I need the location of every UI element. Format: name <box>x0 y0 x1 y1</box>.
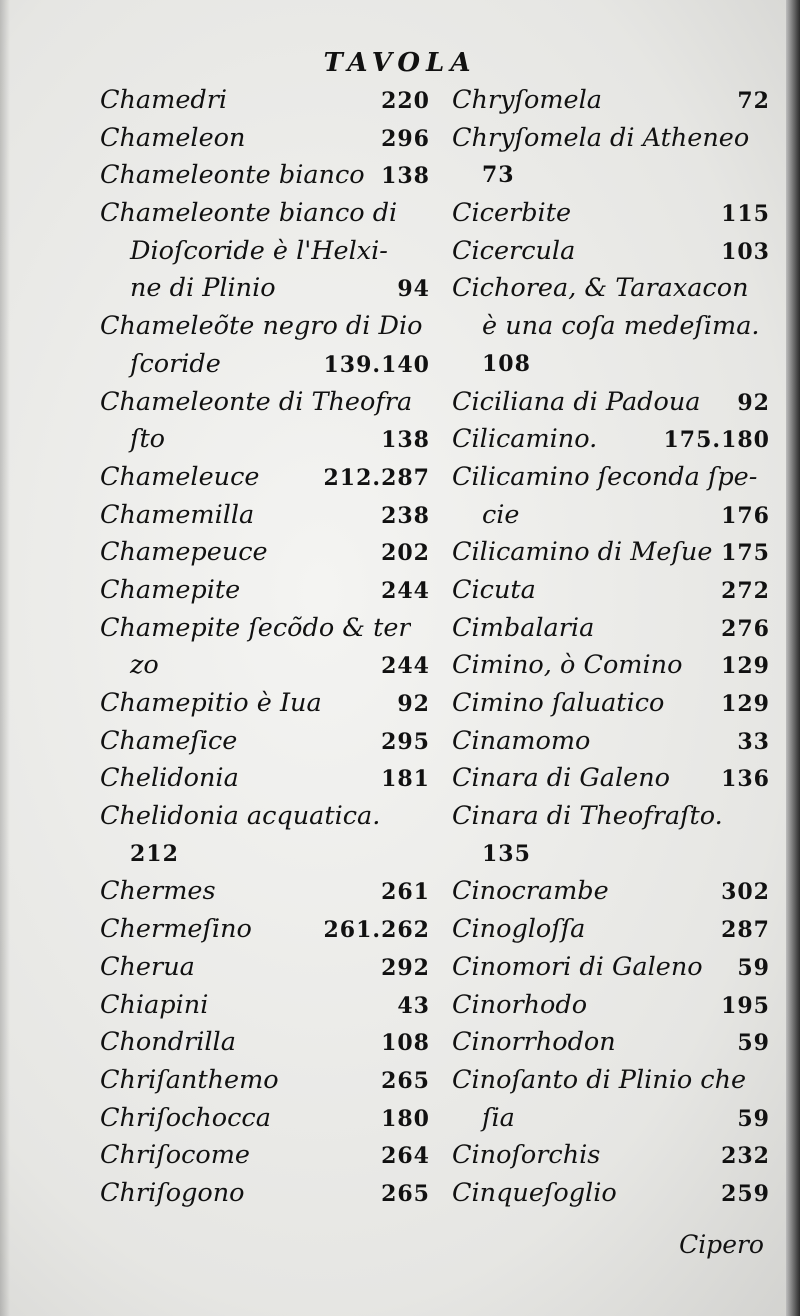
index-entry <box>452 911 770 949</box>
index-entry <box>452 1024 770 1062</box>
index-entry <box>100 1175 430 1213</box>
index-entry <box>452 685 770 723</box>
index-entry <box>452 1062 770 1100</box>
index-entry <box>100 873 430 911</box>
entry-term: Chamepitio è Iua <box>100 688 322 718</box>
entry-term: Chiapini <box>100 989 209 1020</box>
entry-term: ſto <box>130 424 166 455</box>
index-entry <box>452 987 770 1025</box>
index-entry <box>452 157 770 195</box>
entry-term: Cimino, ò Comino <box>452 650 683 681</box>
entry-page-number: 302 <box>721 879 770 906</box>
entry-term: Chriſogono <box>100 1177 245 1208</box>
entry-page-number: 59 <box>737 1105 770 1132</box>
index-entry <box>100 1062 430 1100</box>
index-entry <box>452 1137 770 1175</box>
entry-term: Chermeſino <box>100 914 252 945</box>
index-entry <box>452 346 770 384</box>
index-entry <box>100 195 430 233</box>
entry-term: Chamedri <box>100 85 228 115</box>
entry-term: ſcoride <box>130 348 221 379</box>
entry-page-number: 139.140 <box>323 351 430 378</box>
entry-term: Cinoſanto di Plinio che <box>452 1064 747 1095</box>
entry-page-number: 195 <box>721 992 770 1019</box>
entry-term: Chameleonte di Theofra <box>100 386 413 417</box>
entry-page-number: 175.180 <box>663 427 770 454</box>
index-entry <box>452 1100 770 1138</box>
entry-page-number: 244 <box>381 653 430 680</box>
entry-term: Cicercula <box>452 235 576 266</box>
entry-term: Cinara di Galeno <box>452 763 670 794</box>
entry-term: Cimino ſaluatico <box>452 688 665 718</box>
page-edge-shadow <box>786 0 800 1316</box>
entry-term: Chameleonte bianco <box>100 160 365 191</box>
entry-page-number: 138 <box>381 163 430 190</box>
index-entry <box>100 308 430 346</box>
entry-page-number: 220 <box>381 88 430 114</box>
entry-term: Cinamomo <box>452 725 591 756</box>
entry-page-number: 180 <box>381 1105 430 1132</box>
index-entry <box>100 157 430 195</box>
entry-term: Cilicamino. <box>452 424 598 455</box>
index-entry <box>100 497 430 535</box>
index-entry <box>100 610 430 648</box>
index-entry <box>100 798 430 836</box>
index-entry <box>100 760 430 798</box>
index-entry <box>100 723 430 761</box>
index-entry <box>452 82 770 120</box>
index-entry <box>100 233 430 271</box>
entry-page-number: 59 <box>737 1030 770 1057</box>
entry-term: Chriſocome <box>100 1140 250 1171</box>
entry-page-number: 94 <box>397 276 430 303</box>
entry-page-number: 296 <box>381 125 430 152</box>
index-entry <box>452 421 770 459</box>
index-entry <box>100 421 430 459</box>
entry-term: zo <box>130 650 159 681</box>
index-entry <box>452 873 770 911</box>
entry-term: Cinomori di Galeno <box>452 951 703 982</box>
entry-page-number: 92 <box>737 389 770 416</box>
entry-term: Chamepite ſecõdo & ter <box>100 612 411 643</box>
entry-term: Chameleuce <box>100 461 260 492</box>
entry-page-number: 176 <box>721 502 770 529</box>
index-entry <box>452 798 770 836</box>
catchword: Cipero <box>679 1230 764 1259</box>
entry-term: Cinogloſſa <box>452 914 586 945</box>
entry-term: 73 <box>482 162 515 189</box>
entry-term: 108 <box>482 350 531 377</box>
entry-term: Chriſochocca <box>100 1102 271 1133</box>
entry-page-number: 136 <box>721 766 770 793</box>
entry-term: è una coſa medeſima. <box>482 311 760 342</box>
entry-term: Dioſcoride è l'Helxi- <box>130 235 388 266</box>
entry-term: Chelidonia <box>100 763 239 794</box>
entry-term: Chryſomela di Atheneo <box>452 122 750 153</box>
index-entry <box>452 270 770 308</box>
entry-term: Cicuta <box>452 574 536 605</box>
entry-page-number: 295 <box>381 728 430 755</box>
entry-term: Cinqueſoglio <box>452 1177 617 1208</box>
entry-term: 135 <box>482 840 531 867</box>
entry-term: Chameleõte negro di Dio <box>100 311 423 342</box>
index-entry <box>452 233 770 271</box>
entry-term: Cherua <box>100 951 195 982</box>
entry-page-number: 108 <box>381 1030 430 1057</box>
index-entry <box>452 647 770 685</box>
entry-term: Cimbalaria <box>452 612 595 643</box>
entry-page-number: 272 <box>721 577 770 604</box>
running-head: TAVOLA <box>323 48 477 78</box>
entry-page-number: 92 <box>397 691 430 717</box>
entry-term: cie <box>482 499 520 530</box>
entry-page-number: 138 <box>381 427 430 454</box>
index-entry <box>452 195 770 233</box>
entry-page-number: 264 <box>381 1143 430 1170</box>
index-entry <box>452 949 770 987</box>
index-entry <box>452 459 770 497</box>
index-entry <box>452 760 770 798</box>
index-entry <box>100 949 430 987</box>
entry-term: Cilicamino di Meſue <box>452 537 713 568</box>
index-entry <box>100 987 430 1025</box>
entry-term: Cinorrhodon <box>452 1027 616 1058</box>
entry-page-number: 33 <box>737 728 770 755</box>
index-entry <box>452 1175 770 1213</box>
entry-page-number: 175 <box>721 540 770 567</box>
index-entry <box>100 911 430 949</box>
entry-term: Chelidonia acquatica. <box>100 801 381 832</box>
entry-term: Chermes <box>100 876 216 907</box>
index-entry <box>452 610 770 648</box>
index-entry <box>100 836 430 874</box>
index-entry <box>100 270 430 308</box>
index-entry <box>100 534 430 572</box>
entry-page-number: 129 <box>721 653 770 680</box>
index-entry <box>452 384 770 422</box>
entry-term: Cinorhodo <box>452 989 588 1020</box>
entry-page-number: 261 <box>381 879 430 906</box>
entry-page-number: 265 <box>381 1180 430 1207</box>
entry-page-number: 238 <box>381 502 430 529</box>
entry-term: Chondrilla <box>100 1027 236 1058</box>
entry-term: Cichorea, & Taraxacon <box>452 273 749 304</box>
entry-page-number: 265 <box>381 1067 430 1094</box>
entry-page-number: 287 <box>721 917 770 944</box>
index-entry <box>100 572 430 610</box>
index-entry <box>452 534 770 572</box>
entry-page-number: 202 <box>381 540 430 567</box>
index-column-left <box>100 82 430 1213</box>
index-entry <box>100 1137 430 1175</box>
entry-term: Cinara di Theofraſto. <box>452 801 723 832</box>
entry-term: 212 <box>130 840 179 867</box>
entry-page-number: 59 <box>737 954 770 981</box>
index-entry <box>452 723 770 761</box>
entry-page-number: 115 <box>721 201 770 228</box>
entry-page-number: 43 <box>397 992 430 1019</box>
index-entry <box>100 1100 430 1138</box>
entry-term: Chameleon <box>100 122 246 153</box>
entry-term: Cinoſorchis <box>452 1140 601 1171</box>
entry-page-number: 181 <box>381 766 430 793</box>
index-entry <box>452 572 770 610</box>
entry-page-number: 103 <box>721 238 770 265</box>
entry-term: Chamemilla <box>100 499 255 530</box>
entry-page-number: 276 <box>721 615 770 642</box>
index-entry <box>100 346 430 384</box>
index-entry <box>452 120 770 158</box>
entry-term: ſia <box>482 1102 515 1133</box>
entry-term: Ciciliana di Padoua <box>452 386 701 417</box>
index-entry <box>100 647 430 685</box>
index-entry <box>100 384 430 422</box>
index-entry <box>100 1024 430 1062</box>
index-entry <box>452 836 770 874</box>
index-entry <box>100 685 430 723</box>
entry-page-number: 292 <box>381 954 430 981</box>
entry-term: Chriſanthemo <box>100 1064 279 1095</box>
entry-term: Chamepite <box>100 574 241 605</box>
index-entry <box>100 120 430 158</box>
entry-term: Chamepeuce <box>100 537 268 568</box>
index-entry <box>100 459 430 497</box>
entry-page-number: 129 <box>721 691 770 717</box>
index-column-right <box>452 82 770 1213</box>
entry-page-number: 232 <box>721 1143 770 1170</box>
entry-term: ne di Plinio <box>130 273 276 304</box>
entry-term: Chryſomela <box>452 85 602 115</box>
entry-term: Cinocrambe <box>452 876 609 907</box>
entry-term: Cilicamino ſeconda ſpe- <box>452 461 758 492</box>
index-entry <box>452 308 770 346</box>
index-entry <box>100 82 430 120</box>
entry-page-number: 259 <box>721 1180 770 1207</box>
index-entry <box>452 497 770 535</box>
entry-term: Chameſice <box>100 725 238 756</box>
entry-page-number: 244 <box>381 577 430 604</box>
entry-page-number: 261.262 <box>323 917 430 944</box>
entry-page-number: 72 <box>737 88 770 114</box>
entry-term: Cicerbite <box>452 198 572 229</box>
page-gutter-shadow <box>0 0 10 1316</box>
entry-page-number: 212.287 <box>323 464 430 491</box>
entry-term: Chameleonte bianco di <box>100 198 398 229</box>
